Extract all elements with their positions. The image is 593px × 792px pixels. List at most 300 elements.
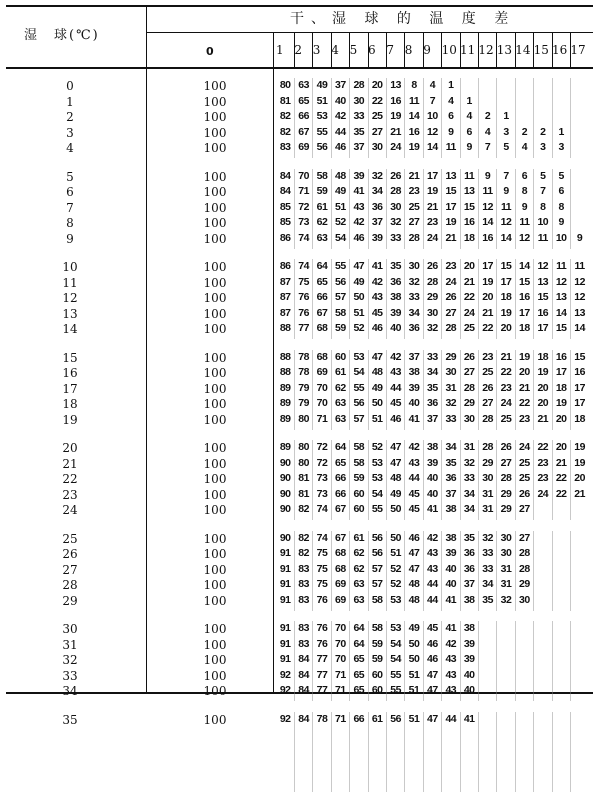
humidity-cell: 76 (316, 637, 328, 650)
diff-header-1: 1 (276, 43, 284, 57)
humidity-cell: 24 (537, 487, 549, 500)
humidity-cell: 17 (445, 200, 457, 213)
humidity-cell: 27 (445, 306, 457, 319)
humidity-cell: 35 (353, 125, 365, 138)
humidity-cell: 34 (482, 578, 493, 591)
humidity-cell: 8 (521, 185, 528, 198)
header-bottom-rule (6, 67, 593, 69)
humidity-cell: 11 (519, 216, 530, 229)
humidity-cell: 26 (445, 291, 457, 304)
humidity-cell: 47 (408, 562, 420, 575)
humidity-cell: 31 (463, 441, 475, 453)
humidity-cell: 29 (427, 291, 438, 304)
humidity-cell: 89 (279, 381, 291, 394)
humidity-cell: 56 (371, 531, 383, 544)
wet-bulb-value: 22 (62, 472, 78, 487)
humidity-cell: 14 (482, 216, 493, 229)
humidity-cell: 44 (427, 593, 438, 606)
humidity-cell: 63 (353, 578, 365, 591)
humidity-cell: 48 (390, 472, 401, 485)
humidity-cell: 42 (353, 216, 365, 229)
humidity-cell: 16 (537, 306, 549, 319)
humidity-cell: 32 (427, 322, 438, 335)
humidity-cell: 65 (316, 275, 328, 288)
wet-bulb-value: 27 (62, 562, 78, 577)
humidity-cell: 13 (555, 291, 567, 304)
cell-guide (496, 712, 497, 792)
humidity-cell: 17 (537, 322, 549, 335)
humidity-cell: 53 (371, 456, 383, 469)
humidity-cell: 66 (316, 291, 328, 304)
humidity-cell: 56 (335, 275, 346, 288)
cell-guide (349, 712, 350, 792)
wet-bulb-value: 15 (62, 350, 78, 365)
humidity-cell: 23 (537, 456, 549, 469)
humidity-cell: 38 (463, 622, 475, 634)
humidity-cell: 74 (316, 503, 328, 516)
humidity-cell: 58 (353, 441, 365, 453)
humidity-cell: 27 (371, 125, 383, 138)
column-separator (552, 33, 553, 67)
humidity-cell: 20 (537, 397, 549, 410)
humidity-cell: 15 (463, 200, 475, 213)
cell-guide (294, 712, 295, 792)
humidity-cell: 27 (463, 366, 475, 379)
humidity-cell: 27 (519, 503, 530, 516)
humidity-cell: 91 (279, 593, 291, 606)
humidity-cell: 19 (574, 441, 585, 453)
humidity-cell: 38 (390, 291, 401, 304)
humidity-cell: 22 (537, 441, 549, 453)
humidity-cell: 80 (298, 456, 309, 469)
humidity-cell: 39 (463, 653, 475, 666)
humidity-cell: 26 (482, 381, 493, 394)
humidity-cell: 74 (298, 231, 309, 244)
humidity-cell: 59 (371, 653, 383, 666)
wet-bulb-value: 26 (62, 547, 78, 562)
humidity-cell: 50 (390, 503, 401, 516)
wet-bulb-value: 8 (66, 216, 74, 231)
humidity-cell: 32 (482, 531, 493, 544)
humidity-cell: 38 (408, 366, 420, 379)
zero-diff-value: 100 (203, 381, 227, 396)
humidity-cell: 50 (408, 653, 420, 666)
humidity-cell: 8 (540, 200, 546, 213)
humidity-cell: 69 (298, 141, 309, 154)
humidity-cell: 26 (427, 260, 438, 272)
humidity-cell: 10 (537, 216, 549, 229)
humidity-cell: 30 (445, 366, 457, 379)
humidity-cell: 19 (482, 275, 493, 288)
humidity-cell: 14 (427, 141, 438, 154)
wet-bulb-value: 5 (66, 169, 74, 184)
diff-header-6: 6 (368, 43, 376, 57)
humidity-cell: 71 (335, 684, 346, 697)
wet-bulb-value: 21 (62, 456, 78, 471)
humidity-cell: 20 (555, 441, 567, 453)
humidity-cell: 17 (555, 366, 567, 379)
humidity-cell: 72 (316, 456, 328, 469)
humidity-cell: 39 (463, 637, 475, 650)
humidity-cell: 37 (371, 216, 383, 229)
humidity-cell: 59 (353, 472, 365, 485)
humidity-cell: 14 (500, 231, 512, 244)
humidity-cell: 28 (482, 441, 493, 453)
humidity-cell: 67 (298, 125, 309, 138)
zero-diff-value: 100 (203, 169, 227, 184)
humidity-cell: 64 (353, 637, 365, 650)
humidity-cell: 46 (408, 531, 420, 544)
zero-diff-value: 100 (203, 260, 227, 274)
humidity-cell: 82 (298, 547, 309, 560)
cell-guide (552, 531, 553, 611)
humidity-cell: 39 (445, 547, 457, 560)
humidity-cell: 9 (466, 141, 472, 154)
humidity-cell: 55 (390, 684, 401, 697)
humidity-cell: 87 (279, 306, 291, 319)
diff-header-4: 4 (331, 43, 339, 57)
wet-bulb-value: 20 (62, 441, 78, 455)
humidity-cell: 87 (279, 275, 291, 288)
humidity-cell: 5 (503, 141, 509, 154)
humidity-cell: 45 (427, 622, 438, 634)
humidity-cell: 74 (298, 260, 309, 272)
humidity-cell: 36 (408, 322, 420, 335)
humidity-cell: 40 (408, 397, 420, 410)
zero-diff-value: 100 (203, 456, 227, 471)
humidity-cell: 14 (574, 322, 585, 335)
humidity-cell: 22 (371, 94, 383, 107)
zero-diff-value: 100 (203, 547, 227, 562)
column-separator (386, 33, 387, 67)
diff-header-13: 13 (496, 43, 513, 57)
humidity-cell: 18 (519, 322, 530, 335)
humidity-cell: 51 (408, 712, 420, 725)
humidity-cell: 84 (279, 169, 291, 182)
humidity-cell: 7 (540, 185, 546, 198)
zero-column-header: 0 (206, 45, 214, 58)
humidity-cell: 54 (390, 653, 401, 666)
humidity-cell: 24 (390, 141, 401, 154)
zero-diff-value: 100 (203, 275, 227, 290)
humidity-cell: 25 (408, 200, 420, 213)
humidity-cell: 42 (427, 531, 438, 544)
humidity-cell: 63 (353, 593, 365, 606)
diff-header-7: 7 (386, 43, 395, 57)
humidity-cell: 85 (279, 200, 291, 213)
wet-bulb-value: 16 (62, 366, 78, 381)
humidity-cell: 19 (390, 110, 401, 123)
cell-guide (312, 712, 313, 792)
column-separator (515, 33, 516, 67)
humidity-cell: 71 (335, 712, 346, 725)
humidity-cell: 89 (279, 412, 291, 425)
diff-header-9: 9 (423, 43, 431, 57)
humidity-cell: 70 (316, 381, 328, 394)
humidity-cell: 48 (408, 593, 420, 606)
humidity-cell: 32 (390, 216, 401, 229)
humidity-cell: 30 (463, 412, 475, 425)
cell-guide (331, 712, 332, 792)
humidity-cell: 23 (500, 381, 512, 394)
humidity-cell: 70 (316, 397, 328, 410)
humidity-cell: 4 (429, 79, 436, 91)
humidity-cell: 65 (353, 653, 365, 666)
humidity-cell: 7 (484, 141, 491, 154)
humidity-cell: 18 (574, 412, 585, 425)
humidity-cell: 29 (463, 397, 475, 410)
humidity-cell: 71 (298, 185, 309, 198)
humidity-cell: 20 (482, 291, 493, 304)
humidity-cell: 47 (427, 684, 438, 697)
humidity-cell: 54 (371, 487, 383, 500)
humidity-cell: 39 (371, 231, 383, 244)
humidity-cell: 31 (482, 487, 493, 500)
humidity-cell: 92 (279, 668, 291, 681)
humidity-cell: 53 (371, 472, 383, 485)
humidity-cell: 57 (353, 412, 365, 425)
humidity-cell: 21 (537, 412, 549, 425)
column-separator (368, 33, 369, 67)
humidity-cell: 73 (316, 487, 328, 500)
wet-bulb-value: 23 (62, 487, 78, 502)
humidity-cell: 30 (500, 547, 512, 560)
humidity-cell: 81 (298, 487, 309, 500)
humidity-cell: 20 (371, 79, 383, 91)
humidity-cell: 50 (390, 531, 401, 544)
humidity-cell: 54 (390, 637, 401, 650)
humidity-cell: 31 (500, 578, 512, 591)
humidity-cell: 50 (408, 637, 420, 650)
cell-guide (570, 531, 571, 611)
humidity-cell: 33 (390, 231, 401, 244)
cell-guide (441, 712, 442, 792)
humidity-cell: 92 (279, 712, 291, 725)
humidity-cell: 41 (445, 622, 457, 634)
wet-bulb-value: 29 (62, 593, 78, 608)
humidity-cell: 24 (463, 306, 475, 319)
humidity-cell: 35 (427, 381, 438, 394)
humidity-cell: 30 (371, 141, 383, 154)
humidity-cell: 10 (555, 231, 567, 244)
humidity-cell: 28 (463, 381, 475, 394)
humidity-cell: 16 (390, 94, 401, 107)
humidity-cell: 46 (427, 653, 438, 666)
humidity-cell: 43 (390, 366, 401, 379)
humidity-cell: 60 (335, 350, 346, 363)
humidity-cell: 28 (390, 185, 401, 198)
humidity-cell: 43 (445, 653, 457, 666)
humidity-cell: 39 (353, 169, 365, 182)
zero-diff-value: 100 (203, 322, 227, 337)
zero-diff-value: 100 (203, 94, 227, 109)
humidity-cell: 34 (463, 503, 475, 516)
humidity-cell: 23 (537, 472, 549, 485)
humidity-cell: 15 (537, 291, 549, 304)
humidity-cell: 69 (316, 366, 328, 379)
humidity-cell: 30 (500, 531, 512, 544)
humidity-cell: 68 (316, 322, 328, 335)
humidity-cell: 53 (316, 110, 328, 123)
cell-guide (496, 621, 497, 701)
humidity-cell: 39 (408, 381, 420, 394)
zero-diff-value: 100 (203, 578, 227, 593)
humidity-cell: 83 (298, 637, 309, 650)
zero-diff-value: 100 (203, 291, 227, 306)
humidity-cell: 37 (335, 79, 346, 91)
humidity-cell: 74 (316, 531, 328, 544)
humidity-cell: 13 (445, 169, 457, 182)
wet-bulb-value: 0 (66, 79, 74, 93)
wet-bulb-value: 17 (62, 381, 78, 396)
humidity-cell: 41 (445, 593, 457, 606)
humidity-cell: 21 (574, 487, 585, 500)
humidity-cell: 33 (353, 110, 365, 123)
humidity-cell: 12 (537, 260, 549, 272)
humidity-cell: 19 (427, 185, 438, 198)
zero-diff-value: 100 (203, 637, 227, 652)
column-separator (294, 33, 295, 67)
humidity-cell: 38 (427, 441, 438, 453)
humidity-cell: 70 (298, 169, 309, 182)
humidity-cell: 53 (353, 350, 365, 363)
humidity-cell: 2 (484, 110, 491, 123)
humidity-cell: 51 (408, 668, 420, 681)
humidity-cell: 35 (463, 531, 475, 544)
humidity-cell: 26 (463, 350, 475, 363)
cell-guide (460, 712, 461, 792)
humidity-cell: 44 (445, 712, 457, 725)
humidity-cell: 44 (335, 125, 346, 138)
title-underline (146, 32, 593, 33)
humidity-cell: 19 (500, 306, 512, 319)
wet-bulb-value: 1 (66, 94, 74, 109)
humidity-cell: 35 (390, 260, 401, 272)
humidity-cell: 90 (279, 472, 291, 485)
humidity-cell: 30 (408, 260, 420, 272)
wet-bulb-value: 19 (62, 412, 78, 427)
humidity-cell: 48 (335, 169, 346, 182)
humidity-cell: 66 (298, 110, 309, 123)
humidity-cell: 24 (427, 231, 438, 244)
humidity-cell: 44 (390, 381, 401, 394)
humidity-cell: 17 (574, 397, 585, 410)
humidity-cell: 35 (482, 593, 493, 606)
humidity-cell: 53 (390, 622, 401, 634)
humidity-cell: 9 (448, 125, 454, 138)
humidity-cell: 15 (500, 260, 512, 272)
humidity-cell: 71 (316, 412, 328, 425)
humidity-cell: 90 (279, 503, 291, 516)
humidity-cell: 23 (445, 260, 457, 272)
cell-guide (552, 621, 553, 701)
humidity-cell: 80 (298, 412, 309, 425)
humidity-cell: 19 (445, 216, 457, 229)
humidity-cell: 32 (463, 456, 475, 469)
humidity-cell: 14 (555, 306, 567, 319)
humidity-cell: 17 (574, 381, 585, 394)
humidity-cell: 92 (279, 684, 291, 697)
humidity-cell: 47 (390, 456, 401, 469)
humidity-cell: 76 (316, 622, 328, 634)
cell-guide (515, 621, 516, 701)
humidity-cell: 84 (298, 684, 309, 697)
humidity-cell: 1 (558, 125, 564, 138)
humidity-cell: 55 (316, 125, 328, 138)
humidity-cell: 70 (335, 653, 346, 666)
humidity-cell: 84 (298, 653, 309, 666)
humidity-cell: 61 (316, 200, 328, 213)
humidity-cell: 17 (427, 169, 438, 182)
humidity-cell: 15 (445, 185, 457, 198)
humidity-cell: 70 (335, 622, 346, 634)
zero-column-divider (273, 32, 274, 694)
humidity-cell: 78 (298, 350, 309, 363)
column-separator (570, 33, 571, 67)
humidity-cell: 57 (371, 578, 383, 591)
humidity-cell: 24 (445, 275, 457, 288)
humidity-cell: 80 (279, 79, 291, 91)
humidity-cell: 6 (466, 125, 472, 138)
humidity-cell: 62 (353, 562, 365, 575)
humidity-cell: 20 (519, 366, 530, 379)
humidity-cell: 55 (335, 260, 346, 272)
humidity-cell: 31 (500, 562, 512, 575)
humidity-cell: 20 (463, 260, 475, 272)
humidity-cell: 42 (445, 637, 457, 650)
humidity-cell: 30 (427, 306, 438, 319)
cell-guide (570, 712, 571, 792)
column-separator (460, 33, 461, 67)
humidity-cell: 20 (537, 381, 549, 394)
humidity-cell: 58 (335, 306, 346, 319)
humidity-cell: 66 (335, 472, 346, 485)
wet-bulb-value: 31 (62, 637, 78, 652)
humidity-cell: 27 (408, 216, 420, 229)
humidity-cell: 77 (298, 322, 309, 335)
humidity-cell: 16 (574, 366, 585, 379)
humidity-cell: 36 (463, 547, 475, 560)
humidity-cell: 58 (371, 622, 383, 634)
cell-guide (386, 712, 387, 792)
humidity-cell: 3 (503, 125, 509, 138)
humidity-cell: 32 (408, 275, 420, 288)
humidity-cell: 50 (371, 397, 383, 410)
humidity-cell: 22 (482, 322, 493, 335)
humidity-cell: 89 (279, 441, 291, 453)
humidity-cell: 66 (335, 487, 346, 500)
humidity-cell: 62 (316, 216, 328, 229)
humidity-cell: 33 (427, 350, 438, 363)
humidity-cell: 16 (463, 216, 475, 229)
humidity-cell: 15 (555, 322, 567, 335)
wet-bulb-value: 32 (62, 653, 78, 668)
humidity-cell: 7 (503, 169, 509, 182)
humidity-cell: 68 (335, 562, 346, 575)
humidity-cell: 36 (371, 200, 383, 213)
humidity-cell: 63 (335, 412, 346, 425)
humidity-cell: 4 (466, 110, 472, 123)
wet-bulb-value: 13 (62, 306, 78, 321)
humidity-cell: 64 (353, 622, 365, 634)
humidity-cell: 19 (537, 366, 549, 379)
humidity-cell: 27 (482, 397, 493, 410)
humidity-cell: 82 (298, 503, 309, 516)
humidity-cell: 56 (316, 141, 328, 154)
humidity-cell: 72 (316, 441, 328, 453)
humidity-cell: 22 (500, 366, 512, 379)
wet-bulb-value: 28 (62, 578, 78, 593)
